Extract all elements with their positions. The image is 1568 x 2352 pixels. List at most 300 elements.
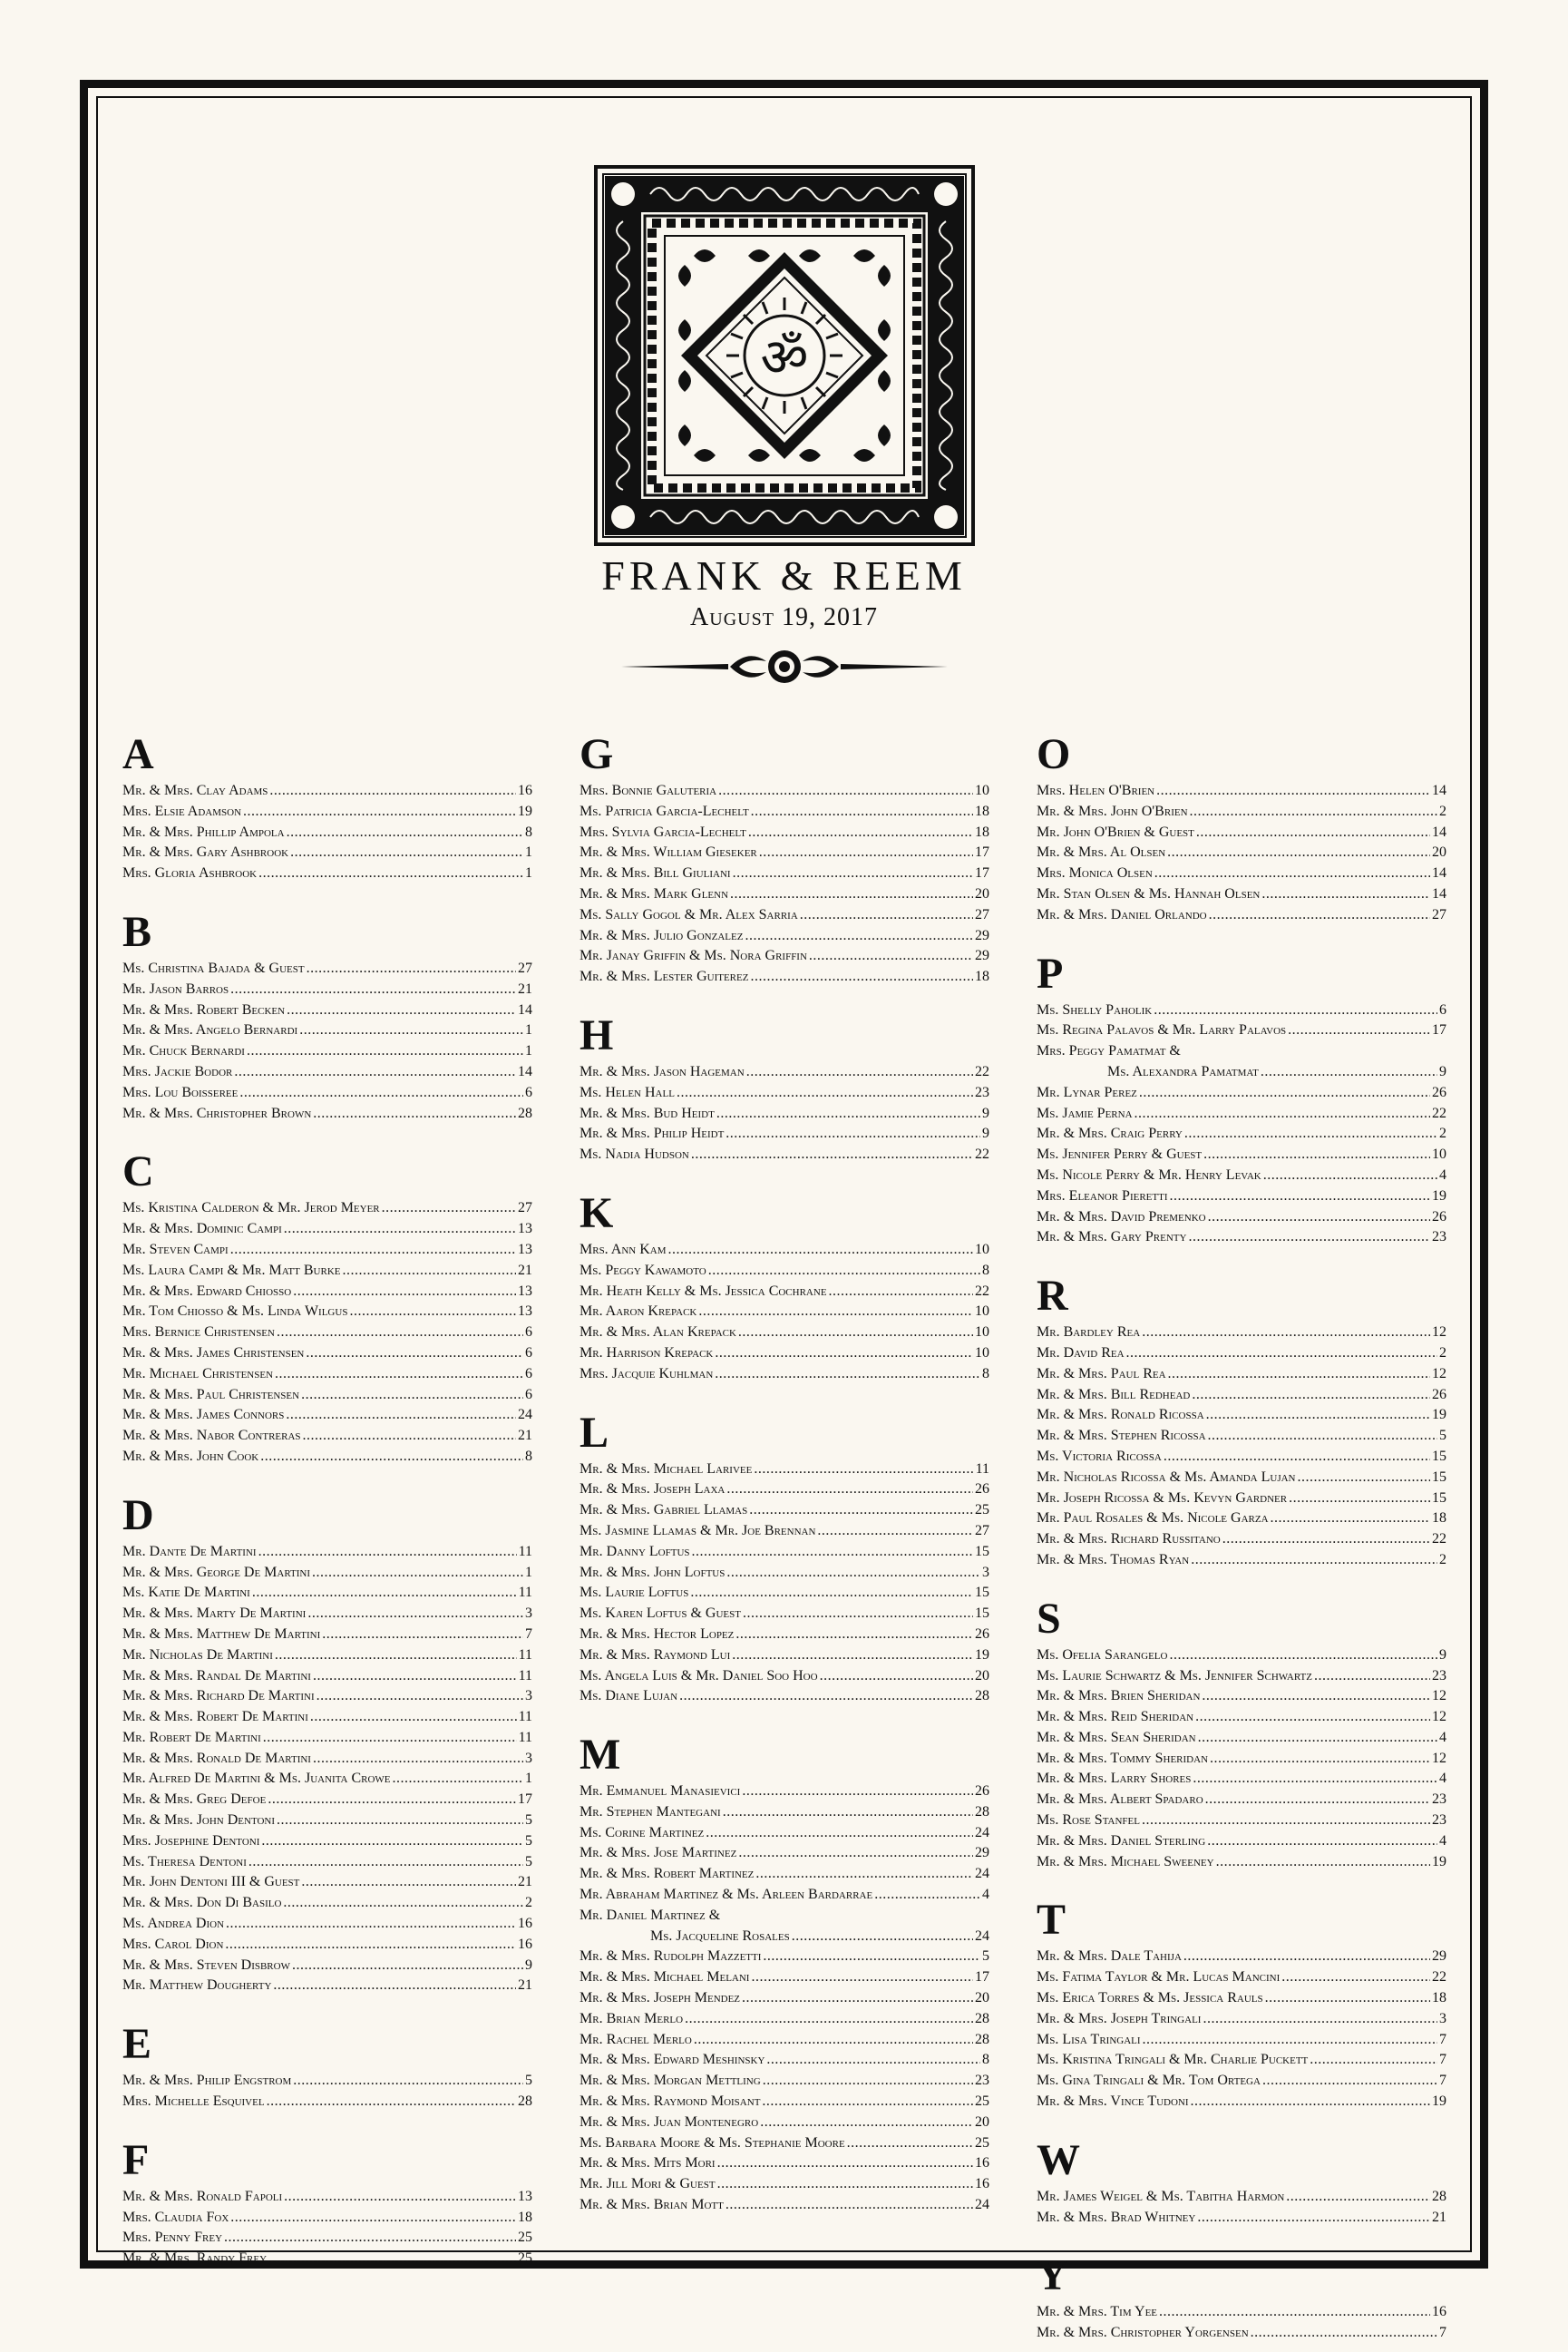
leader-dots xyxy=(800,905,973,926)
guest-name: Mr. & Mrs. Jose Martinez xyxy=(579,1845,737,1861)
guest-entry xyxy=(122,1583,532,1604)
table-number: 3 xyxy=(1439,2010,1446,2026)
guest-entry xyxy=(122,1302,532,1322)
table-number: 17 xyxy=(975,865,989,882)
leader-dots xyxy=(230,1240,516,1261)
table-number: 26 xyxy=(1432,1084,1446,1100)
leader-dots xyxy=(287,1000,516,1021)
guest-name: Ms. Shelly Paholik xyxy=(1037,1001,1153,1018)
table-number: 15 xyxy=(975,1605,989,1622)
guest-name: Mr. & Mrs. Juan Montenegro xyxy=(579,2113,759,2130)
guest-entry xyxy=(579,1604,989,1625)
leader-dots xyxy=(1143,2030,1437,2051)
guest-name: Ms. Nicole Perry & Mr. Henry Levak xyxy=(1037,1166,1261,1183)
leader-dots xyxy=(1206,1405,1430,1426)
leader-dots xyxy=(1288,1020,1430,1041)
guest-name: Mr. & Mrs. Gabriel Llamas xyxy=(579,1502,748,1518)
guest-name: Mr. & Mrs. Phillip Ampola xyxy=(122,824,285,840)
leader-dots xyxy=(1191,2092,1430,2113)
guest-entry xyxy=(579,2174,989,2195)
table-number: 6 xyxy=(525,1365,532,1381)
guest-entry xyxy=(122,1707,532,1728)
leader-dots xyxy=(726,1124,980,1145)
leader-dots xyxy=(1170,1186,1431,1207)
guest-entry xyxy=(579,1343,989,1364)
section-gap xyxy=(1037,926,1446,950)
leader-dots xyxy=(284,1219,516,1240)
table-number: 4 xyxy=(1439,1729,1446,1745)
table-number: 1 xyxy=(525,1043,532,1059)
guest-name: Mr. & Mrs. Randal De Martini xyxy=(122,1667,311,1683)
leader-dots xyxy=(733,864,973,884)
guest-entry xyxy=(1037,1447,1446,1468)
guest-entry xyxy=(579,1625,989,1645)
leader-dots xyxy=(230,980,516,1000)
guest-entry xyxy=(122,1645,532,1666)
ornament-divider-icon xyxy=(621,644,948,689)
guest-entry xyxy=(1037,1468,1446,1488)
guest-entry xyxy=(1037,1364,1446,1385)
guest-name: Mrs. Peggy Pamatmat & xyxy=(1037,1043,1181,1059)
leader-dots xyxy=(746,1062,973,1083)
section-letter: W xyxy=(1037,2135,1080,2184)
table-number: 14 xyxy=(1432,865,1446,882)
guest-name: Mr. & Mrs. Clay Adams xyxy=(122,783,268,798)
leader-dots xyxy=(754,1459,973,1480)
guest-name: Ms. Corine Martinez xyxy=(579,1824,705,1840)
section-gap xyxy=(1037,1872,1446,1896)
leader-dots xyxy=(258,1542,517,1563)
leader-dots xyxy=(313,1666,517,1687)
guest-name: Mr. & Mrs. James Connors xyxy=(122,1407,285,1423)
guest-entry xyxy=(1037,1426,1446,1447)
leader-dots xyxy=(293,2071,523,2092)
table-number: 12 xyxy=(1432,1709,1446,1725)
leader-dots xyxy=(293,1282,516,1303)
table-number: 27 xyxy=(518,1200,532,1216)
guest-name: Mr. & Mrs. Bud Heidt xyxy=(579,1105,715,1121)
table-number: 19 xyxy=(518,803,532,819)
guest-name: Mr. & Mrs. Richard De Martini xyxy=(122,1688,315,1704)
guest-name: Ms. Diane Lujan xyxy=(579,1688,678,1704)
table-number: 18 xyxy=(975,969,989,985)
table-number: 22 xyxy=(975,1147,989,1163)
leader-dots xyxy=(292,1956,523,1976)
table-number: 9 xyxy=(1439,1063,1446,1079)
guest-name: Mr. & Mrs. Ronald Ricossa xyxy=(1037,1407,1204,1423)
guest-name: Ms. Lisa Tringali xyxy=(1037,2031,1141,2047)
table-number: 26 xyxy=(975,1481,989,1498)
guest-name: Mr. & Mrs. Richard Russitano xyxy=(1037,1531,1221,1547)
guest-name: Mrs. Lou Boisseree xyxy=(122,1084,239,1100)
section-letter: R xyxy=(1037,1272,1068,1321)
guest-name: Mr. & Mrs. Don Di Basilo xyxy=(122,1895,282,1911)
guest-name: Ms. Gina Tringali & Mr. Tom Ortega xyxy=(1037,2073,1261,2089)
leader-dots xyxy=(691,1145,973,1166)
guest-entry xyxy=(122,2208,532,2229)
leader-dots xyxy=(275,1364,523,1385)
leader-dots xyxy=(726,1563,980,1584)
guest-entry xyxy=(1037,2009,1446,2030)
guest-name: Mr. & Mrs. Gary Prenty xyxy=(1037,1229,1187,1245)
guest-entry xyxy=(122,1686,532,1707)
table-number: 13 xyxy=(518,1303,532,1320)
leader-dots xyxy=(685,2009,973,2030)
table-number: 15 xyxy=(975,1543,989,1559)
leader-dots xyxy=(287,823,523,844)
guest-name: Mr. & Mrs. Dale Tahija xyxy=(1037,1948,1182,1965)
guest-entry xyxy=(1037,843,1446,864)
leader-dots xyxy=(1262,2071,1437,2092)
guest-name: Mr. & Mrs. Randy Frey xyxy=(122,2250,268,2267)
guest-name: Ms. Laurie Loftus xyxy=(579,1585,689,1601)
guest-name: Mr. & Mrs. Sean Sheridan xyxy=(1037,1729,1196,1745)
guest-name: Mr. & Mrs. John O'Brien xyxy=(1037,803,1188,819)
guest-entry xyxy=(122,1976,532,1996)
table-number: 6 xyxy=(525,1324,532,1341)
table-number: 17 xyxy=(1432,1022,1446,1039)
leader-dots xyxy=(306,1343,523,1364)
table-number: 23 xyxy=(1432,1229,1446,1245)
guest-entry xyxy=(1037,1104,1446,1125)
guest-name: Mr. & Mrs. Edward Chiosso xyxy=(122,1283,292,1299)
guest-name: Mr. Alfred De Martini & Ms. Juanita Crowe xyxy=(122,1771,391,1787)
leader-dots xyxy=(748,823,973,844)
guest-entry xyxy=(122,823,532,844)
guest-name: Ms. Laura Campi & Mr. Matt Burke xyxy=(122,1262,341,1278)
guest-entry xyxy=(579,843,989,864)
guest-entry xyxy=(579,1864,989,1885)
table-number: 10 xyxy=(1432,1147,1446,1163)
table-number: 28 xyxy=(975,2031,989,2047)
guest-name: Mr. Stan Olsen & Ms. Hannah Olsen xyxy=(1037,885,1261,902)
guest-entry xyxy=(1037,1062,1446,1083)
table-number: 10 xyxy=(975,1303,989,1320)
leader-dots xyxy=(277,1322,523,1343)
guest-name: Mr. Brian Merlo xyxy=(579,2010,684,2026)
guest-name: Ms. Jennifer Perry & Guest xyxy=(1037,1147,1203,1163)
leader-dots xyxy=(717,2153,973,2174)
leader-dots xyxy=(1222,1529,1430,1550)
guest-name: Mr. & Mrs. Michael Larivee xyxy=(579,1460,753,1477)
section-letter: L xyxy=(579,1408,609,1457)
guest-entry xyxy=(579,1521,989,1542)
guest-entry xyxy=(1037,1041,1446,1062)
guest-entry xyxy=(122,1447,532,1468)
leader-dots xyxy=(715,1364,980,1385)
table-number: 11 xyxy=(518,1667,532,1683)
guest-entry xyxy=(1037,1947,1446,1967)
guest-entry xyxy=(579,1479,989,1500)
guest-name: Ms. Rose Stanfel xyxy=(1037,1812,1140,1829)
guest-entry xyxy=(579,1240,989,1261)
leader-dots xyxy=(1289,1488,1430,1509)
guest-name: Mr. Lynar Perez xyxy=(1037,1084,1137,1100)
guest-entry xyxy=(122,1852,532,1873)
table-number: 20 xyxy=(975,2113,989,2130)
leader-dots xyxy=(1190,802,1437,823)
guest-entry xyxy=(1037,2050,1446,2071)
leader-dots xyxy=(1265,1988,1430,2009)
guest-entry xyxy=(1037,1852,1446,1873)
table-number: 1 xyxy=(525,1771,532,1787)
guest-name: Mr. & Mrs. Craig Perry xyxy=(1037,1126,1183,1142)
leader-dots xyxy=(224,2228,516,2249)
table-number: 24 xyxy=(518,1407,532,1423)
guest-entry xyxy=(579,1781,989,1802)
guest-entry xyxy=(1037,1322,1446,1343)
guest-entry xyxy=(579,1062,989,1083)
guest-name: Ms. Jasmine Llamas & Mr. Joe Brennan xyxy=(579,1522,816,1538)
guest-entry xyxy=(579,1322,989,1343)
section-gap xyxy=(122,1996,532,2020)
table-number: 2 xyxy=(525,1895,532,1911)
table-number: 5 xyxy=(525,2073,532,2089)
section-letter: O xyxy=(1037,730,1071,778)
guest-entry xyxy=(1037,1707,1446,1728)
guest-name: Ms. Alexandra Pamatmat xyxy=(1107,1063,1259,1079)
table-number: 5 xyxy=(525,1812,532,1829)
guest-entry xyxy=(579,1104,989,1125)
guest-entry xyxy=(122,1104,532,1125)
guest-entry xyxy=(579,2071,989,2092)
table-number: 16 xyxy=(1432,2304,1446,2320)
guest-name: Mr. & Mrs. John Loftus xyxy=(579,1564,726,1580)
leader-dots xyxy=(766,2050,980,2071)
guest-entry xyxy=(579,1927,989,1947)
table-number: 7 xyxy=(1439,2325,1446,2341)
table-number: 3 xyxy=(525,1605,532,1622)
guest-entry xyxy=(1037,1166,1446,1186)
guest-name: Ms. Theresa Dentoni xyxy=(122,1853,247,1869)
section-gap xyxy=(1037,2228,1446,2251)
table-number: 5 xyxy=(525,1853,532,1869)
guest-entry xyxy=(1037,1645,1446,1666)
guest-name: Ms. Regina Palavos & Mr. Larry Palavos xyxy=(1037,1022,1287,1039)
guest-name: Mr. Daniel Martinez & xyxy=(579,1907,721,1923)
table-number: 28 xyxy=(975,1803,989,1820)
leader-dots xyxy=(1216,1852,1430,1873)
guest-name: Mr. Paul Rosales & Ms. Nicole Garza xyxy=(1037,1510,1269,1527)
guest-entry xyxy=(579,1083,989,1104)
guest-name: Mr. Joseph Ricossa & Ms. Kevyn Gardner xyxy=(1037,1489,1288,1506)
guest-name: Ms. Victoria Ricossa xyxy=(1037,1448,1162,1464)
guest-name: Mr. David Rea xyxy=(1037,1344,1125,1361)
guest-entry xyxy=(122,1542,532,1563)
guest-entry xyxy=(579,1686,989,1707)
table-number: 26 xyxy=(975,1625,989,1642)
leader-dots xyxy=(742,1988,973,2009)
guest-name: Mr. & Mrs. John Dentoni xyxy=(122,1812,276,1829)
guest-name: Mr. & Mrs. Ronald De Martini xyxy=(122,1750,311,1766)
table-number: 6 xyxy=(525,1344,532,1361)
guest-name: Mr. & Mrs. Larry Shores xyxy=(1037,1771,1192,1787)
guest-entry xyxy=(122,1198,532,1219)
table-number: 23 xyxy=(975,2073,989,2089)
leader-dots xyxy=(1203,2009,1437,2030)
table-number: 10 xyxy=(975,1241,989,1257)
leader-dots xyxy=(718,781,973,802)
leader-dots xyxy=(307,959,516,980)
guest-name: Mr. Heath Kelly & Ms. Jessica Cochrane xyxy=(579,1283,827,1299)
guest-name: Mr. & Mrs. Morgan Mettling xyxy=(579,2073,761,2089)
guest-name: Mr. & Mrs. Jason Hageman xyxy=(579,1063,745,1079)
guest-name: Mr. & Mrs. Daniel Orlando xyxy=(1037,906,1207,922)
guest-entry xyxy=(579,946,989,967)
table-number: 14 xyxy=(518,1001,532,1018)
leader-dots xyxy=(258,864,523,884)
leader-dots xyxy=(1281,1967,1430,1988)
guest-name: Mr. & Mrs. Reid Sheridan xyxy=(1037,1709,1194,1725)
guest-entry xyxy=(122,1426,532,1447)
guest-name: Mr. & Mrs. Dominic Campi xyxy=(122,1221,282,1237)
guest-name: Mrs. Gloria Ashbrook xyxy=(122,865,258,882)
guest-entry xyxy=(1037,1988,1446,2009)
guest-name: Mr. Abraham Martinez & Ms. Arleen Bardarrae xyxy=(579,1887,873,1903)
guest-name: Mrs. Elsie Adamson xyxy=(122,803,242,819)
leader-dots xyxy=(763,2071,973,2092)
guest-entry xyxy=(579,1261,989,1282)
leader-dots xyxy=(698,1302,973,1322)
guest-name: Mr. Emmanuel Manasievici xyxy=(579,1783,741,1800)
guest-name: Mr. Nicholas Ricossa & Ms. Amanda Lujan xyxy=(1037,1469,1296,1485)
guest-entry xyxy=(579,884,989,905)
table-number: 20 xyxy=(975,1990,989,2006)
guest-column-3 xyxy=(1037,730,1446,2344)
guest-name: Mr. Janay Griffin & Ms. Nora Griffin xyxy=(579,948,807,964)
table-number: 3 xyxy=(525,1750,532,1766)
section-letter: B xyxy=(122,907,152,956)
guest-name: Mr. James Weigel & Ms. Tabitha Harmon xyxy=(1037,2188,1285,2204)
leader-dots xyxy=(268,2249,516,2269)
table-number: 21 xyxy=(1432,2209,1446,2225)
guest-entry xyxy=(579,781,989,802)
guest-entry xyxy=(1037,1227,1446,1248)
table-number: 28 xyxy=(518,2093,532,2110)
guest-entry xyxy=(122,1083,532,1104)
guest-entry xyxy=(1037,1186,1446,1207)
table-number: 15 xyxy=(1432,1448,1446,1464)
couple-names: FRANK & REEM xyxy=(601,552,967,599)
leader-dots xyxy=(277,1810,523,1831)
table-number: 10 xyxy=(975,1344,989,1361)
leader-dots xyxy=(742,1781,973,1802)
table-number: 19 xyxy=(1432,1853,1446,1869)
guest-entry xyxy=(122,1282,532,1303)
guest-name: Mr. Jill Mori & Guest xyxy=(579,2176,716,2192)
guest-entry xyxy=(579,1823,989,1844)
leader-dots xyxy=(829,1282,973,1303)
leader-dots xyxy=(239,1083,523,1104)
guest-entry xyxy=(1037,1343,1446,1364)
table-number: 13 xyxy=(518,1221,532,1237)
leader-dots xyxy=(717,2174,973,2195)
table-number: 1 xyxy=(525,865,532,882)
guest-entry xyxy=(579,2050,989,2071)
guest-name: Mr. Matthew Dougherty xyxy=(122,1977,272,1994)
guest-entry xyxy=(1037,1020,1446,1041)
guest-name: Mr. & Mrs. Bill Redhead xyxy=(1037,1386,1191,1402)
table-number: 18 xyxy=(975,803,989,819)
table-number: 11 xyxy=(975,1460,989,1477)
leader-dots xyxy=(679,1686,973,1707)
guest-name: Mr. Bardley Rea xyxy=(1037,1324,1141,1341)
leader-dots xyxy=(1209,905,1430,926)
guest-name: Mr. Michael Christensen xyxy=(122,1365,274,1381)
guest-name: Mr. & Mrs. Vince Tudoni xyxy=(1037,2093,1189,2110)
leader-dots xyxy=(726,2195,973,2216)
leader-dots xyxy=(284,2187,516,2208)
leader-dots xyxy=(260,1447,523,1468)
guest-name: Ms. Nadia Hudson xyxy=(579,1147,689,1163)
guest-name: Mrs. Carol Dion xyxy=(122,1936,224,1952)
guest-entry xyxy=(579,967,989,988)
guest-entry xyxy=(1037,1083,1446,1104)
guest-entry xyxy=(1037,1831,1446,1852)
table-number: 4 xyxy=(982,1887,989,1903)
guest-name: Mr. Aaron Krepack xyxy=(579,1303,697,1320)
leader-dots xyxy=(1261,884,1430,905)
guest-entry xyxy=(579,1666,989,1687)
leader-dots xyxy=(226,1914,516,1935)
guest-entry xyxy=(122,1956,532,1976)
leader-dots xyxy=(1195,1707,1430,1728)
guest-entry xyxy=(579,1947,989,1967)
leader-dots xyxy=(267,2092,516,2113)
guest-entry xyxy=(122,1790,532,1810)
leader-dots xyxy=(874,1885,980,1906)
leader-dots xyxy=(1198,1728,1437,1749)
guest-entry xyxy=(122,1261,532,1282)
table-number: 11 xyxy=(518,1646,532,1663)
guest-name: Ms. Angela Luis & Mr. Daniel Soo Hoo xyxy=(579,1667,818,1683)
table-number: 1 xyxy=(525,1564,532,1580)
guest-name: Mr. & Mrs. James Christensen xyxy=(122,1344,305,1361)
section-gap xyxy=(1037,1571,1446,1595)
leader-dots xyxy=(312,1563,523,1584)
table-number: 23 xyxy=(975,1084,989,1100)
leader-dots xyxy=(708,1261,980,1282)
leader-dots xyxy=(1263,1166,1437,1186)
leader-dots xyxy=(694,2030,973,2051)
table-number: 3 xyxy=(525,1688,532,1704)
guest-name: Mr. & Mrs. Brian Mott xyxy=(579,2197,724,2213)
leader-dots xyxy=(759,843,973,864)
guest-entry xyxy=(579,1124,989,1145)
table-number: 16 xyxy=(975,2176,989,2192)
guest-name: Ms. Andrea Dion xyxy=(122,1916,225,1932)
leader-dots xyxy=(301,1385,523,1406)
guest-name: Mr. & Mrs. Rudolph Mazzetti xyxy=(579,1948,762,1965)
guest-entry xyxy=(1037,1405,1446,1426)
guest-entry xyxy=(1037,1385,1446,1406)
guest-name: Mr. & Mrs. Lester Guiterez xyxy=(579,969,749,985)
guest-entry xyxy=(1037,1124,1446,1145)
table-number: 17 xyxy=(975,844,989,861)
table-number: 22 xyxy=(1432,1531,1446,1547)
guest-name: Mr. & Mrs. Alan Krepack xyxy=(579,1324,736,1341)
guest-name: Mrs. Monica Olsen xyxy=(1037,865,1153,882)
guest-entry xyxy=(579,802,989,823)
leader-dots xyxy=(730,884,973,905)
leader-dots xyxy=(269,781,516,802)
table-number: 18 xyxy=(1432,1990,1446,2006)
guest-name: Ms. Kristina Tringali & Mr. Charlie Puckett xyxy=(1037,2052,1309,2068)
guest-name: Mr. & Mrs. William Gieseker xyxy=(579,844,757,861)
leader-dots xyxy=(1196,823,1430,844)
section-letter: C xyxy=(122,1147,154,1196)
guest-entry xyxy=(122,1872,532,1893)
